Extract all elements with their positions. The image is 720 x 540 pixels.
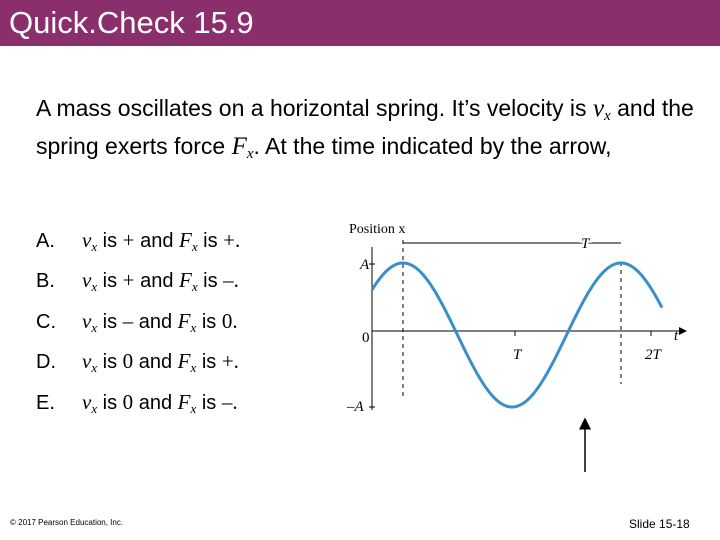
velocity-symbol: v — [592, 95, 605, 122]
choice-v-sub: x — [91, 239, 98, 254]
choice-v-value: 0 — [122, 390, 134, 414]
slide-title: Quick.Check 15.9 — [9, 5, 254, 40]
force-subscript: x — [246, 146, 254, 162]
choice-v-value: 0 — [122, 349, 134, 373]
choice-f: F — [177, 390, 191, 414]
force-symbol: F — [231, 133, 247, 160]
choice-is: is — [196, 392, 222, 414]
choice-letter: E. — [36, 392, 55, 414]
position-curve — [372, 263, 662, 407]
choice-and: and — [133, 392, 178, 414]
choice-is: is — [97, 351, 123, 373]
choice-f-sub: x — [190, 401, 197, 416]
choice-and: and — [134, 270, 179, 292]
choice-f-sub: x — [190, 360, 197, 375]
choice-f-sub: x — [191, 239, 198, 254]
choice-f-sub: x — [190, 320, 197, 335]
question-part1: A mass oscillates on a horizontal spring. It’s velocity is — [36, 95, 593, 121]
choice-f: F — [179, 228, 192, 252]
choice-letter: B. — [36, 270, 55, 292]
choice-and: and — [133, 311, 178, 333]
choice-v: v — [82, 268, 92, 292]
choice-is: is — [97, 270, 123, 292]
choice-is: is — [196, 311, 222, 333]
choice-v: v — [82, 228, 92, 252]
choice-is: is — [197, 230, 224, 252]
choice-f-value: +. — [221, 349, 239, 373]
copyright-text: © 2017 Pearson Education, Inc. — [10, 518, 124, 527]
choice-v: v — [82, 309, 92, 333]
choice-f-value: –. — [223, 268, 239, 292]
choice-is: is — [197, 270, 224, 292]
label-two-period: 2T — [645, 347, 661, 363]
choice-v-sub: x — [91, 360, 98, 375]
question-part2: and the spring exerts force — [36, 95, 694, 159]
choice-f: F — [179, 268, 192, 292]
choice-f-value: –. — [221, 390, 238, 414]
choice-is: is — [196, 351, 222, 373]
choice-f: F — [177, 309, 191, 333]
choice-v-value: + — [122, 228, 135, 252]
choice-f-value: 0. — [221, 309, 238, 333]
period-label-top: T — [581, 236, 590, 252]
choice-is: is — [97, 392, 123, 414]
choice-v: v — [82, 390, 92, 414]
label-period: T — [513, 347, 522, 363]
choice-letter: A. — [36, 230, 55, 252]
choice-v-sub: x — [91, 320, 98, 335]
slide-number: Slide 15-18 — [629, 517, 690, 531]
time-axis-label: t — [674, 328, 679, 344]
choice-v-value: – — [122, 309, 134, 333]
choice-is: is — [97, 311, 123, 333]
velocity-subscript: x — [604, 108, 611, 124]
label-amplitude: A — [360, 257, 370, 273]
choice-f-sub: x — [191, 279, 198, 294]
y-axis-label: Position x — [349, 222, 406, 237]
choice-letter: D. — [36, 351, 56, 373]
choice-and: and — [134, 230, 179, 252]
label-neg-amplitude: –A — [347, 399, 364, 415]
choice-v-sub: x — [91, 401, 98, 416]
question-part3: . At the time indicated by the arrow, — [253, 133, 612, 159]
choice-and: and — [133, 351, 178, 373]
choice-f: F — [177, 349, 191, 373]
choice-is: is — [97, 230, 123, 252]
choice-f-value: +. — [223, 228, 241, 252]
choice-letter: C. — [36, 311, 56, 333]
choice-v: v — [82, 349, 92, 373]
choice-v-value: + — [122, 268, 135, 292]
choice-v-sub: x — [91, 279, 98, 294]
label-zero: 0 — [362, 330, 370, 346]
